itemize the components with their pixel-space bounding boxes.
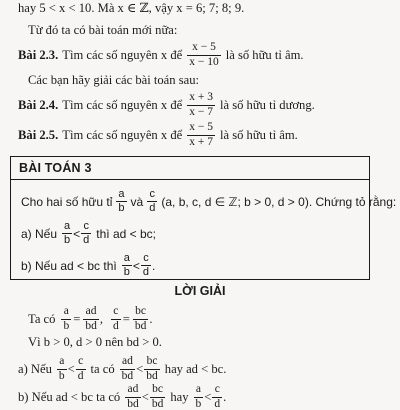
part-b <box>21 253 155 278</box>
text-span: . <box>149 311 152 327</box>
numerator: x − 5 <box>190 42 218 55</box>
solution-part-a <box>18 356 226 382</box>
text-span: b) Nếu ad < bc ta có <box>18 389 120 405</box>
text-span: và <box>131 194 144 210</box>
solution-line <box>28 334 162 350</box>
fraction-c-d <box>81 221 91 246</box>
text-span: hay 5 < x < 10. Mà x ∈ ℤ, vậy x = 6; 7; 8; 9. <box>18 0 244 16</box>
less-than: < <box>204 389 211 405</box>
exercise-2-3 <box>18 42 304 68</box>
numerator: ad <box>126 384 141 397</box>
exercise-text: là số hữu tỉ âm. <box>220 127 298 143</box>
denominator: b <box>61 319 71 333</box>
exercise-2-4 <box>18 92 315 118</box>
part-a <box>21 221 156 246</box>
numerator: bc <box>150 384 165 397</box>
text-span: a) Nếu <box>18 361 52 377</box>
text-span: . <box>152 258 155 274</box>
equals: = <box>73 311 80 327</box>
exercise-label: Bài 2.3. <box>18 47 58 63</box>
numerator: c <box>148 189 158 201</box>
numerator: ad <box>120 356 135 369</box>
numerator: a <box>62 221 72 233</box>
denominator: b <box>57 369 67 383</box>
denominator: d <box>147 201 157 214</box>
fraction-c-d <box>147 189 157 214</box>
text-span: (a, b, c, d ∈ ℤ; b > 0, d > 0). Chứng tỏ rằng: <box>161 194 396 210</box>
less-than: < <box>142 389 149 405</box>
numerator: bc <box>133 306 148 319</box>
divider <box>11 179 369 180</box>
text-span: thì ad < bc; <box>96 226 156 242</box>
fraction-c-d <box>111 306 121 332</box>
denominator: d <box>141 265 151 278</box>
numerator: x − 5 <box>187 122 215 135</box>
problem-title: BÀI TOÁN 3 <box>19 161 92 175</box>
denominator: x − 7 <box>187 105 215 119</box>
denominator: d <box>76 369 86 383</box>
text-line <box>18 0 244 16</box>
problem-box <box>10 156 370 280</box>
numerator: a <box>194 384 203 397</box>
denominator: bd <box>125 397 141 410</box>
fraction-a-b <box>62 221 72 246</box>
denominator: bd <box>120 369 136 383</box>
denominator: b <box>122 265 132 278</box>
denominator: b <box>194 397 204 410</box>
numerator: c <box>76 356 85 369</box>
denominator: d <box>212 397 222 410</box>
fraction-ad-bd <box>83 306 99 332</box>
text-line <box>28 22 177 38</box>
text-span: Cho hai số hữu tỉ <box>21 194 112 210</box>
less-than: < <box>133 258 140 274</box>
denominator: x − 10 <box>187 55 221 69</box>
equals: = <box>123 311 130 327</box>
text-span: hay ad < bc. <box>165 361 227 377</box>
numerator: c <box>213 384 222 397</box>
numerator: a <box>57 356 66 369</box>
separator: , <box>100 311 103 327</box>
text-line <box>28 72 199 88</box>
fraction-c-d <box>141 253 151 278</box>
fraction-a-b <box>194 384 204 410</box>
denominator: d <box>81 233 91 246</box>
denominator: bd <box>83 319 99 333</box>
numerator: ad <box>84 306 99 319</box>
text-span: . <box>223 389 226 405</box>
fraction-ad-bd <box>125 384 141 410</box>
numerator: a <box>116 189 126 201</box>
fraction-c-d <box>76 356 86 382</box>
fraction-a-b <box>116 189 126 214</box>
solution-heading: LỜI GIẢI <box>0 284 400 298</box>
exercise-label: Bài 2.4. <box>18 97 58 113</box>
fraction <box>187 42 221 68</box>
text-span: Các bạn hãy giải các bài toán sau: <box>28 72 199 88</box>
less-than: < <box>68 361 75 377</box>
fraction-a-b <box>61 306 71 332</box>
exercise-text: Tìm các số nguyên x để <box>62 127 182 143</box>
exercise-2-5 <box>18 122 298 148</box>
denominator: b <box>62 233 72 246</box>
numerator: a <box>122 253 132 265</box>
less-than: < <box>73 226 80 242</box>
denominator: bd <box>150 397 166 410</box>
text-span: ta có <box>91 361 115 377</box>
numerator: bc <box>145 356 160 369</box>
denominator: b <box>116 201 126 214</box>
text-span: hay <box>170 389 188 405</box>
solution-part-b <box>18 384 226 410</box>
fraction-bc-bd <box>144 356 160 382</box>
denominator: x + 7 <box>187 135 215 149</box>
less-than: < <box>136 361 143 377</box>
text-span: Vì b > 0, d > 0 nên bd > 0. <box>28 334 162 350</box>
exercise-text: Tìm các số nguyên x để <box>62 47 182 63</box>
numerator: c <box>81 221 91 233</box>
denominator: bd <box>144 369 160 383</box>
solution-line <box>28 306 152 332</box>
exercise-label: Bài 2.5. <box>18 127 58 143</box>
fraction-bc-bd <box>150 384 166 410</box>
fraction-c-d <box>212 384 222 410</box>
fraction <box>187 92 215 118</box>
numerator: c <box>111 306 120 319</box>
text-span: Ta có <box>28 311 55 327</box>
fraction-a-b <box>57 356 67 382</box>
numerator: x + 3 <box>187 92 215 105</box>
fraction-a-b <box>122 253 132 278</box>
text-span: Từ đó ta có bài toán mới nữa: <box>28 22 177 38</box>
exercise-text: Tìm các số nguyên x để <box>62 97 182 113</box>
exercise-text: là số hữu tỉ âm. <box>226 47 304 63</box>
denominator: d <box>111 319 121 333</box>
problem-statement <box>21 189 396 214</box>
numerator: c <box>141 253 151 265</box>
text-span: b) Nếu ad < bc thì <box>21 258 117 274</box>
text-span: a) Nếu <box>21 226 57 242</box>
denominator: bd <box>133 319 149 333</box>
numerator: a <box>62 306 71 319</box>
fraction-bc-bd <box>133 306 149 332</box>
fraction <box>187 122 215 148</box>
exercise-text: là số hữu tỉ dương. <box>220 97 315 113</box>
fraction-ad-bd <box>120 356 136 382</box>
